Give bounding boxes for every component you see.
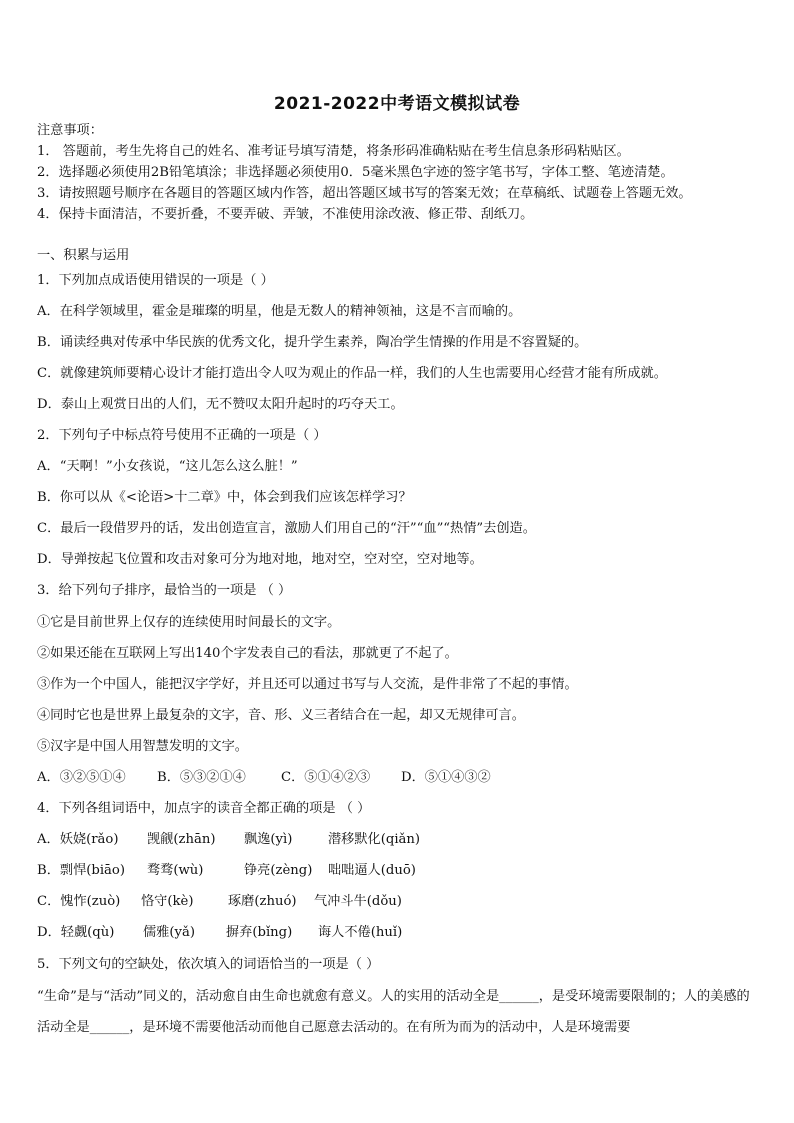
question-stem: 2．下列句子中标点符号使用不正确的一项是（ ） <box>37 428 327 443</box>
section-heading: 一、积累与运用 <box>37 248 130 263</box>
option-a: A．在科学领域里，霍金是璀璨的明星，他是无数人的精神领袖，这是不言而喻的。 <box>37 304 522 319</box>
word: 铮亮(zèng) <box>244 863 313 878</box>
sentence-item: ④同时它也是世界上最复杂的文字，音、形、义三者结合在一起，却又无规律可言。 <box>37 708 525 723</box>
page-title: 2021-2022中考语文模拟试卷 <box>273 94 521 114</box>
question-stem: 1．下列加点成语使用错误的一项是（ ） <box>37 273 274 288</box>
pinyin-row-d <box>37 923 767 943</box>
notice-item: 3．请按照题号顺序在各题目的答题区域内作答，超出答题区域书写的答案无效；在草稿纸、试题卷上答题无效。 <box>37 186 692 201</box>
option-c: C．就像建筑师要精心设计才能打造出令人叹为观止的作品一样，我们的人生也需要用心经营才能有所成就。 <box>37 366 667 381</box>
word: 诲人不倦(huǐ) <box>318 925 403 940</box>
option-a: A．③②⑤①④ <box>37 770 126 785</box>
sentence-item: ③作为一个中国人，能把汉字学好，并且还可以通过书写与人交流，是件非常了不起的事情。 <box>37 677 578 692</box>
word: 咄咄逼人(duō) <box>328 863 416 878</box>
word: 儒雅(yǎ) <box>143 925 195 940</box>
option-b: B．⑤③②①④ <box>157 770 246 785</box>
option-d: D．导弹按起飞位置和攻击对象可分为地对地，地对空，空对空，空对地等。 <box>37 552 483 567</box>
word: C．愧怍(zuò) <box>37 894 121 909</box>
sentence-item: ⑤汉字是中国人用智慧发明的文字。 <box>37 739 248 754</box>
option-b: B．诵读经典对传承中华民族的优秀文化，提升学生素养，陶冶学生情操的作用是不容置疑的。 <box>37 335 588 350</box>
option-c: C．⑤①④②③ <box>281 770 371 785</box>
word: D．轻觑(qù) <box>37 925 115 940</box>
question-stem: 3．给下列句子排序，最恰当的一项是 （ ） <box>37 583 292 598</box>
option-d: D．⑤①④③② <box>401 770 491 785</box>
word: 潜移默化(qiǎn) <box>328 832 421 847</box>
question-stem: 5．下列文句的空缺处，依次填入的词语恰当的一项是（ ） <box>37 957 380 972</box>
option-d: D．泰山上观赏日出的人们，无不赞叹太阳升起时的巧夺天工。 <box>37 397 404 412</box>
notice-item: 2．选择题必须使用2B铅笔填涂；非选择题必须使用0．5毫米黑色字迹的签字笔书写，字体工整、笔迹清楚。 <box>37 165 674 180</box>
sentence-item: ②如果还能在互联网上写出140个字发表自己的看法，那就更了不起了。 <box>37 646 458 661</box>
word: 觊觎(zhān) <box>147 832 216 847</box>
pinyin-row-a <box>37 830 767 850</box>
word: A．妖娆(rǎo) <box>37 832 119 847</box>
pinyin-row-c <box>37 892 767 912</box>
word: 气冲斗牛(dǒu) <box>314 894 402 909</box>
word: 骛骛(wù) <box>147 863 204 878</box>
sentence-item: ①它是目前世界上仅存的连续使用时间最长的文字。 <box>37 615 341 630</box>
notice-item: 4．保持卡面清洁，不要折叠，不要弄破、弄皱，不准使用涂改液、修正带、刮纸刀。 <box>37 207 534 222</box>
question-passage: “生命”是与“活动”同义的，活动愈自由生命也就愈有意义。人的实用的活动全是______，是受环境需要限制的；人的美感的活动全是______，是环境不需要他活动而他自己愿意去活动的。在有所为而为的活动中，人是环境需要 <box>37 989 750 1035</box>
pinyin-row-b <box>37 861 767 881</box>
word: 琢磨(zhuó) <box>228 894 297 909</box>
word: B．剽悍(biāo) <box>37 863 126 878</box>
word: 飘逸(yì) <box>244 832 293 847</box>
option-a: A．“天啊！”小女孩说，“这儿怎么这么脏！” <box>37 459 298 474</box>
question-stem: 4．下列各组词语中，加点字的读音全都正确的项是 （ ） <box>37 801 371 816</box>
notice-heading: 注意事项： <box>37 123 103 138</box>
option-c: C．最后一段借罗丹的话，发出创造宣言，激励人们用自己的“汗”“血”“热情”去创造。 <box>37 521 536 536</box>
option-b: B．你可以从《<论语>十二章》中，体会到我们应该怎样学习？ <box>37 490 412 505</box>
word: 恪守(kè) <box>141 894 194 909</box>
word: 摒弃(bǐng) <box>226 925 293 940</box>
notice-block <box>37 120 767 225</box>
option-row <box>37 768 767 788</box>
notice-item: 1． 答题前，考生先将自己的姓名、准考证号填写清楚，将条形码准确粘贴在考生信息条形码粘贴区。 <box>37 144 630 159</box>
